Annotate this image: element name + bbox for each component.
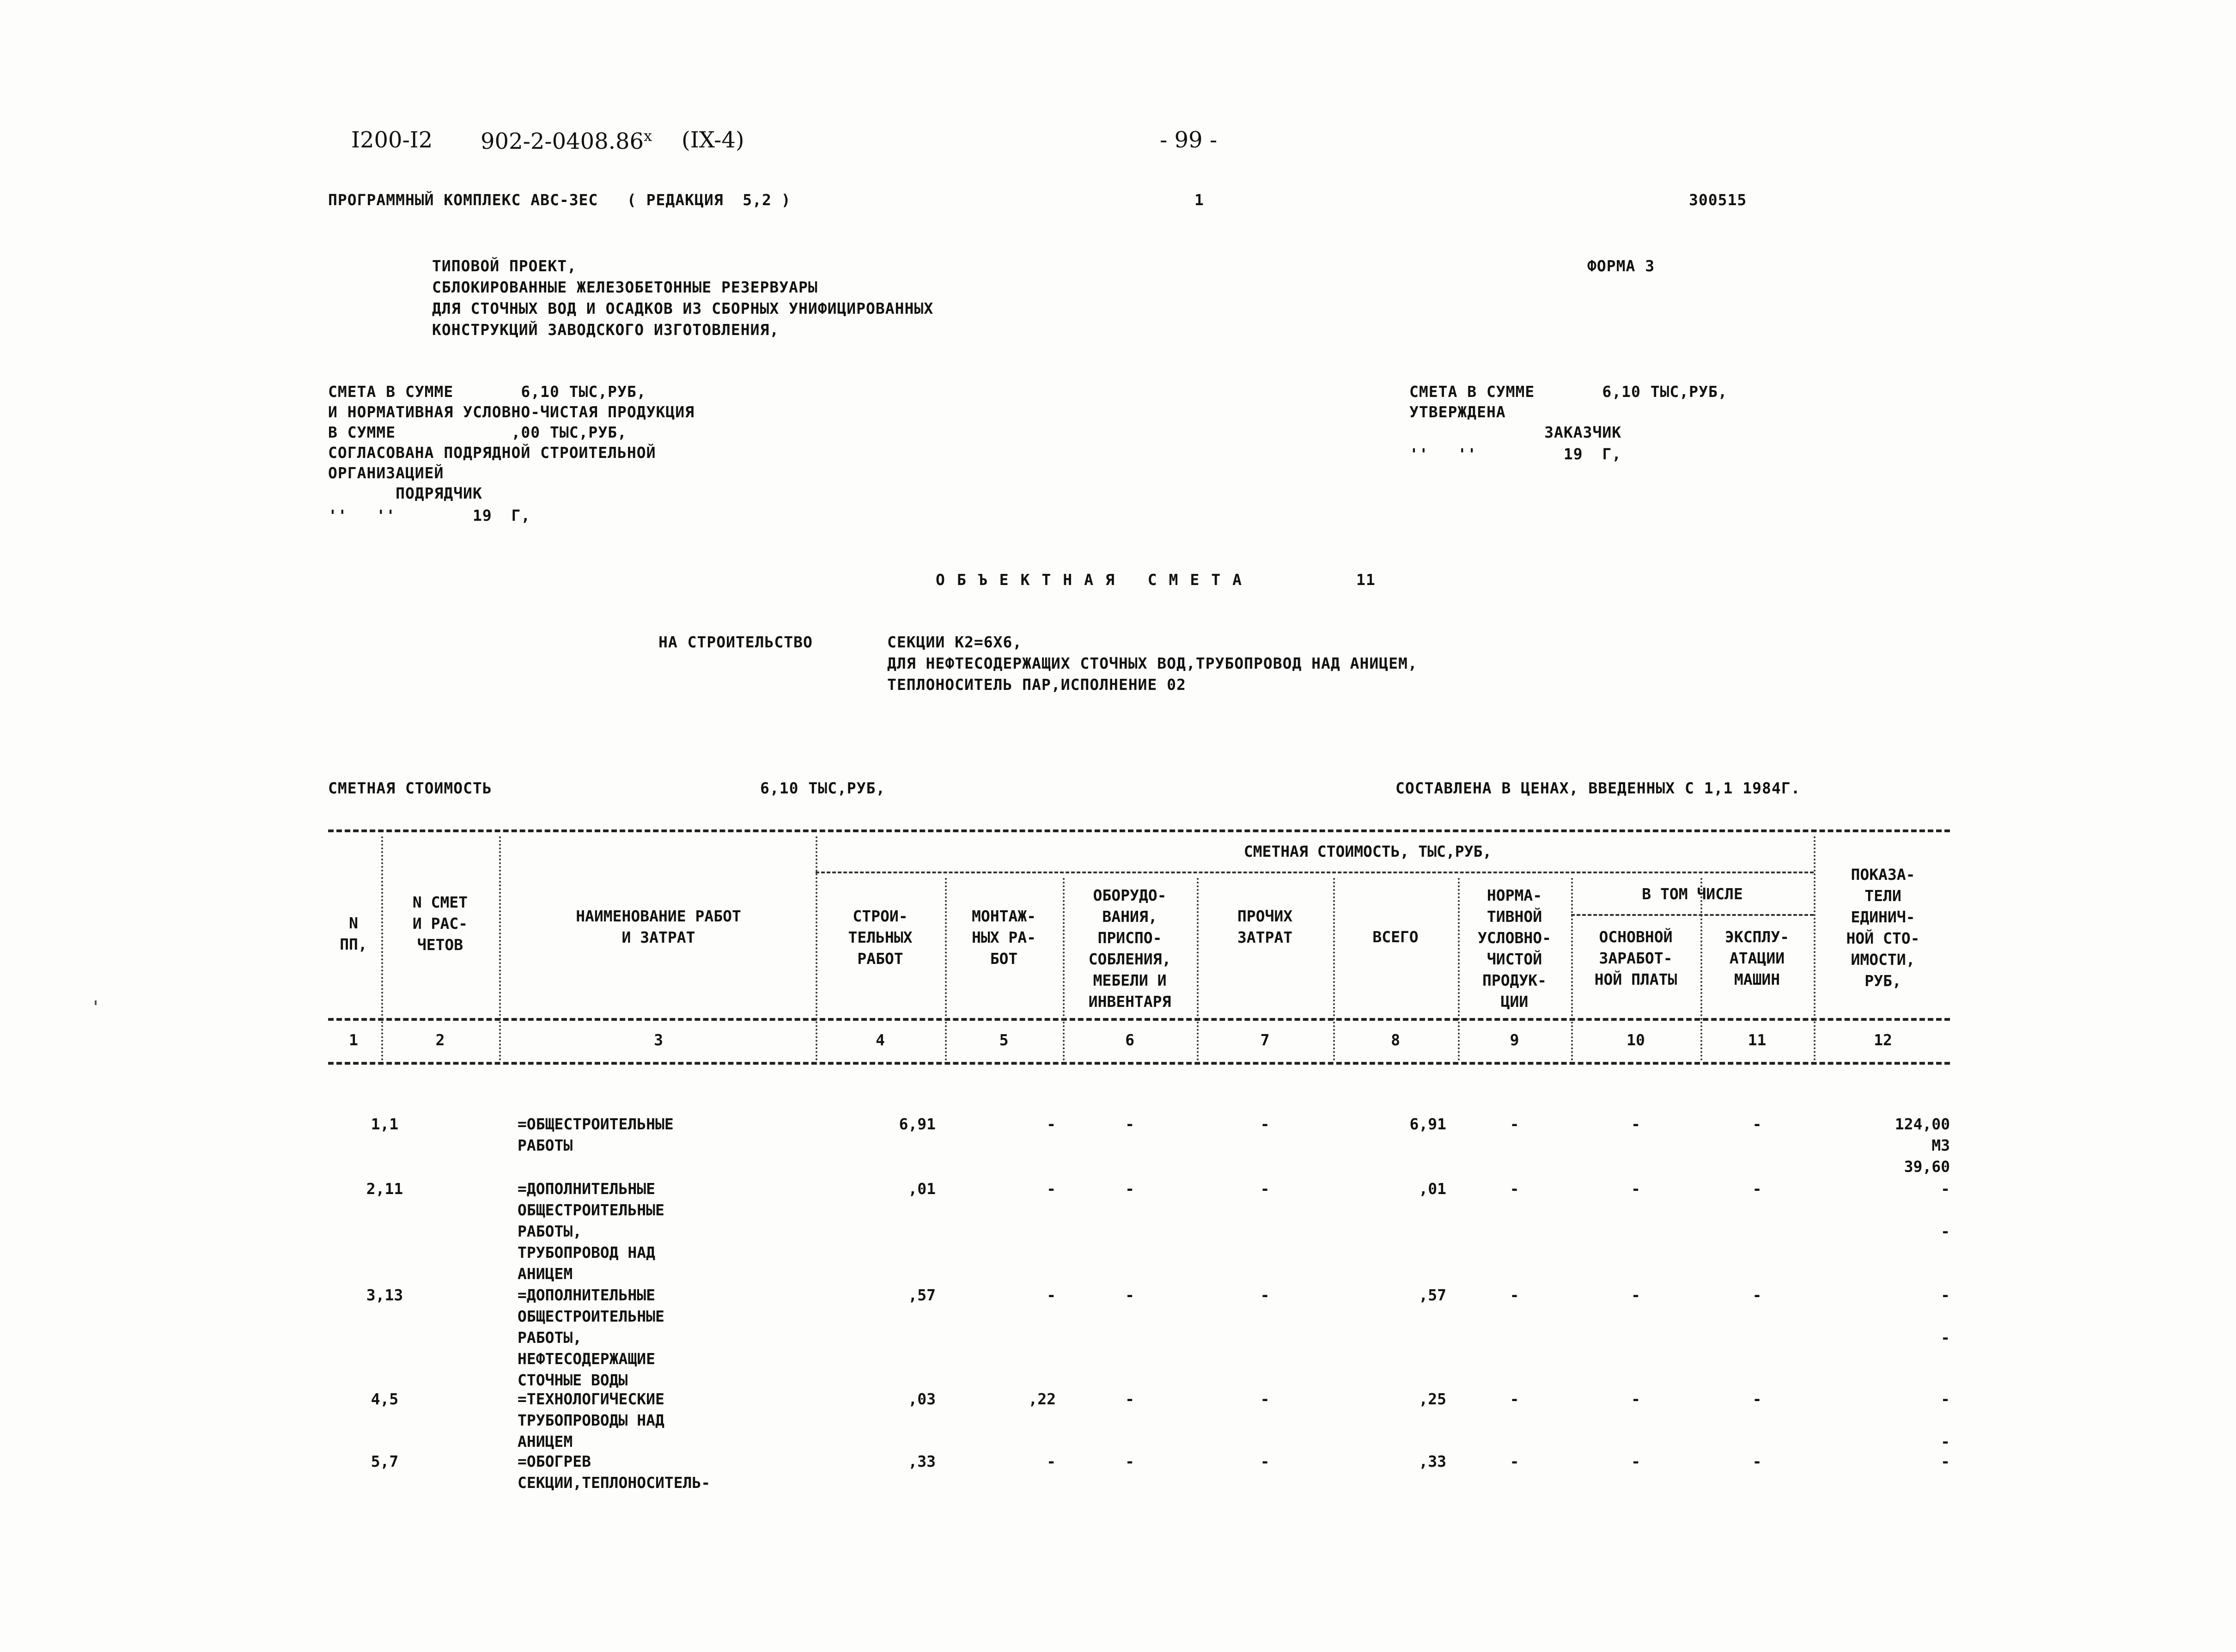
table-number-rule xyxy=(328,1062,1950,1065)
cell-c7: - xyxy=(1260,1115,1270,1133)
column-number-3: 3 xyxy=(654,1031,663,1049)
album-code: (IX-4) xyxy=(682,127,744,153)
cell-c5: - xyxy=(1047,1286,1056,1304)
left-line-3: В СУММЕ ,00 ТЫС,РУБ, xyxy=(328,423,627,441)
cell-c12: - - xyxy=(1941,1286,1950,1347)
right-line-3: ЗАКАЗЧИК xyxy=(1409,423,1622,441)
left-line-5: ОРГАНИЗАЦИЕЙ xyxy=(328,464,444,482)
left-line-7: '' '' 19 Г, xyxy=(328,506,531,524)
cell-c4: ,01 xyxy=(908,1180,936,1198)
title-line-2: СБЛОКИРОВАННЫЕ ЖЕЛЕЗОБЕТОННЫЕ РЕЗЕРВУАРЫ xyxy=(432,278,818,296)
column-number-9: 9 xyxy=(1510,1031,1519,1049)
column-header-3: НАИМЕНОВАНИЕ РАБОТ И ЗАТРАТ xyxy=(576,907,741,946)
right-line-1: СМЕТА В СУММЕ 6,10 ТЫС,РУБ, xyxy=(1409,383,1728,401)
cell-c9: - xyxy=(1510,1115,1519,1133)
cell-c12: - - xyxy=(1941,1180,1950,1240)
column-divider xyxy=(499,836,501,1061)
table-top-rule xyxy=(328,829,1950,832)
cell-c4: ,57 xyxy=(908,1286,936,1304)
left-line-4: СОГЛАСОВАНА ПОДРЯДНОЙ СТРОИТЕЛЬНОЙ xyxy=(328,444,656,462)
right-line-4: '' '' 19 Г, xyxy=(1409,445,1622,463)
cell-c12: - xyxy=(1941,1452,1950,1470)
column-divider xyxy=(381,836,383,1061)
row-name: =ОБОГРЕВ СЕКЦИИ,ТЕПЛОНОСИТЕЛЬ- xyxy=(518,1452,711,1492)
cell-c6: - xyxy=(1125,1286,1134,1304)
incl-header-rule xyxy=(1571,914,1814,916)
program-one: 1 xyxy=(1194,191,1204,209)
left-line-1: СМЕТА В СУММЕ 6,10 ТЫС,РУБ, xyxy=(328,383,646,401)
cell-c12: 124,00 М3 39,60 xyxy=(1895,1115,1950,1176)
program-label: ПРОГРАММНЫЙ КОМПЛЕКС АВС-ЗЕС ( РЕДАКЦИЯ 5,2 ) xyxy=(328,191,791,209)
column-header-1: N ПП, xyxy=(340,914,367,953)
cell-c10: - xyxy=(1631,1390,1640,1408)
column-header-9: НОРМА- ТИВНОЙ УСЛОВНО- ЧИСТОЙ ПРОДУК- ЦИИ xyxy=(1478,886,1551,1011)
right-line-2: УТВЕРЖДЕНА xyxy=(1409,403,1506,421)
left-line-2: И НОРМАТИВНАЯ УСЛОВНО-ЧИСТАЯ ПРОДУКЦИЯ xyxy=(328,403,695,421)
cell-c7: - xyxy=(1260,1452,1270,1470)
cell-c7: - xyxy=(1260,1286,1270,1304)
cell-c8: 6,91 xyxy=(1409,1115,1446,1133)
cell-c7: - xyxy=(1260,1390,1270,1408)
cell-c8: ,57 xyxy=(1419,1286,1446,1304)
row-number: 2,11 xyxy=(366,1180,403,1198)
cell-c11: - xyxy=(1752,1286,1762,1304)
row-number: 4,5 xyxy=(371,1390,399,1408)
cell-c10: - xyxy=(1631,1180,1640,1198)
cell-c10: - xyxy=(1631,1452,1640,1470)
cell-c8: ,01 xyxy=(1419,1180,1446,1198)
row-name: =ДОПОЛНИТЕЛЬНЫЕ ОБЩЕСТРОИТЕЛЬНЫЕ РАБОТЫ, НЕФТЕСОДЕРЖАЩИЕ СТОЧНЫЕ ВОДЫ xyxy=(518,1286,664,1389)
column-number-1: 1 xyxy=(349,1031,358,1049)
row-name: =ОБЩЕСТРОИТЕЛЬНЫЕ РАБОТЫ xyxy=(518,1115,674,1154)
cell-c6: - xyxy=(1125,1390,1134,1408)
group-header: СМЕТНАЯ СТОИМОСТЬ, ТЫС,РУБ, xyxy=(1243,842,1492,860)
column-number-7: 7 xyxy=(1260,1031,1270,1049)
column-header-12: ПОКАЗА- ТЕЛИ ЕДИНИЧ- НОЙ СТО- ИМОСТИ, РУБ, xyxy=(1846,866,1920,990)
program-number: 300515 xyxy=(1689,191,1747,209)
page-code: I200-I2 xyxy=(351,127,433,153)
row-name: =ДОПОЛНИТЕЛЬНЫЕ ОБЩЕСТРОИТЕЛЬНЫЕ РАБОТЫ, ТРУБОПРОВОД НАД АНИЦЕМ xyxy=(518,1180,664,1283)
column-number-11: 11 xyxy=(1748,1031,1767,1049)
column-header-8: ВСЕГО xyxy=(1372,928,1419,946)
row-number: 5,7 xyxy=(371,1452,399,1470)
table-header-rule xyxy=(328,1018,1950,1021)
main-title-number: 11 xyxy=(1356,571,1376,589)
row-name: =ТЕХНОЛОГИЧЕСКИЕ ТРУБОПРОВОДЫ НАД АНИЦЕМ xyxy=(518,1390,664,1451)
cell-c4: ,33 xyxy=(908,1452,936,1470)
scan-speck xyxy=(95,1000,97,1005)
cell-c10: - xyxy=(1631,1286,1640,1304)
left-line-6: ПОДРЯДЧИК xyxy=(328,484,482,502)
column-number-4: 4 xyxy=(876,1031,885,1049)
column-number-6: 6 xyxy=(1125,1031,1134,1049)
cell-c9: - xyxy=(1510,1286,1519,1304)
column-header-5: МОНТАЖ- НЫХ РА- БОТ xyxy=(971,907,1036,968)
column-header-7: ПРОЧИХ ЗАТРАТ xyxy=(1237,907,1293,946)
cell-c9: - xyxy=(1510,1390,1519,1408)
column-header-4: СТРОИ- ТЕЛЬНЫХ РАБОТ xyxy=(848,907,913,968)
column-number-5: 5 xyxy=(999,1031,1009,1049)
cell-c11: - xyxy=(1752,1115,1762,1133)
cell-c5: - xyxy=(1047,1180,1056,1198)
cell-c12: - - xyxy=(1941,1390,1950,1451)
project-code xyxy=(481,127,652,154)
group-header-rule xyxy=(816,872,1814,873)
column-number-8: 8 xyxy=(1391,1031,1400,1049)
cell-c6: - xyxy=(1125,1452,1134,1470)
cell-c6: - xyxy=(1125,1115,1134,1133)
incl-header: В ТОМ ЧИСЛЕ xyxy=(1642,885,1743,903)
cell-c6: - xyxy=(1125,1180,1134,1198)
construction-label: НА СТРОИТЕЛЬСТВО xyxy=(658,633,813,651)
construction-line-1: СЕКЦИИ К2=6Х6, xyxy=(887,633,1023,651)
cell-c9: - xyxy=(1510,1452,1519,1470)
column-header-10: ОСНОВНОЙ ЗАРАБОТ- НОЙ ПЛАТЫ xyxy=(1594,928,1677,988)
column-header-6: ОБОРУДО- ВАНИЯ, ПРИСПО- СОБЛЕНИЯ, МЕБЕЛИ И ИНВЕНТАРЯ xyxy=(1088,886,1171,1011)
cost-label: СМЕТНАЯ СТОИМОСТЬ xyxy=(328,779,492,797)
cost-value: 6,10 ТЫС,РУБ, xyxy=(760,779,886,797)
column-number-10: 10 xyxy=(1627,1031,1645,1049)
cell-c5: - xyxy=(1047,1452,1056,1470)
column-header-2: N СМЕТ И РАС- ЧЕТОВ xyxy=(412,893,468,954)
cell-c8: ,33 xyxy=(1419,1452,1446,1470)
cell-c11: - xyxy=(1752,1390,1762,1408)
title-line-3: ДЛЯ СТОЧНЫХ ВОД И ОСАДКОВ ИЗ СБОРНЫХ УНИФИЦИРОВАННЫХ xyxy=(432,299,934,317)
project-number: 902-2-0408.86 xyxy=(481,128,644,154)
construction-line-3: ТЕПЛОНОСИТЕЛЬ ПАР,ИСПОЛНЕНИЕ 02 xyxy=(887,676,1186,694)
cell-c11: - xyxy=(1752,1180,1762,1198)
cell-c7: - xyxy=(1260,1180,1270,1198)
column-number-2: 2 xyxy=(435,1031,445,1049)
page-number: - 99 - xyxy=(1160,127,1218,153)
cell-c8: ,25 xyxy=(1419,1390,1446,1408)
cell-c9: - xyxy=(1510,1180,1519,1198)
form-label: ФОРМА 3 xyxy=(1587,257,1655,275)
project-superscript: x xyxy=(644,127,652,145)
column-header-11: ЭКСПЛУ- АТАЦИИ МАШИН xyxy=(1724,928,1790,988)
cell-c11: - xyxy=(1752,1452,1762,1470)
cell-c4: ,03 xyxy=(908,1390,936,1408)
title-line-1: ТИПОВОЙ ПРОЕКТ, xyxy=(432,257,577,275)
main-title: ОБЪЕКТНАЯ СМЕТА xyxy=(936,571,1254,589)
title-line-4: КОНСТРУКЦИЙ ЗАВОДСКОГО ИЗГОТОВЛЕНИЯ, xyxy=(432,321,780,339)
construction-line-2: ДЛЯ НЕФТЕСОДЕРЖАЩИХ СТОЧНЫХ ВОД,ТРУБОПРОВОД НАД АНИЦЕМ, xyxy=(887,654,1418,672)
cell-c10: - xyxy=(1631,1115,1640,1133)
cost-prices: СОСТАВЛЕНА В ЦЕНАХ, ВВЕДЕННЫХ С 1,1 1984Г. xyxy=(1395,779,1801,797)
column-number-12: 12 xyxy=(1874,1031,1892,1049)
cell-c5: ,22 xyxy=(1028,1390,1056,1408)
cell-c4: 6,91 xyxy=(899,1115,936,1133)
row-number: 1,1 xyxy=(371,1115,399,1133)
row-number: 3,13 xyxy=(366,1286,403,1304)
cell-c5: - xyxy=(1047,1115,1056,1133)
